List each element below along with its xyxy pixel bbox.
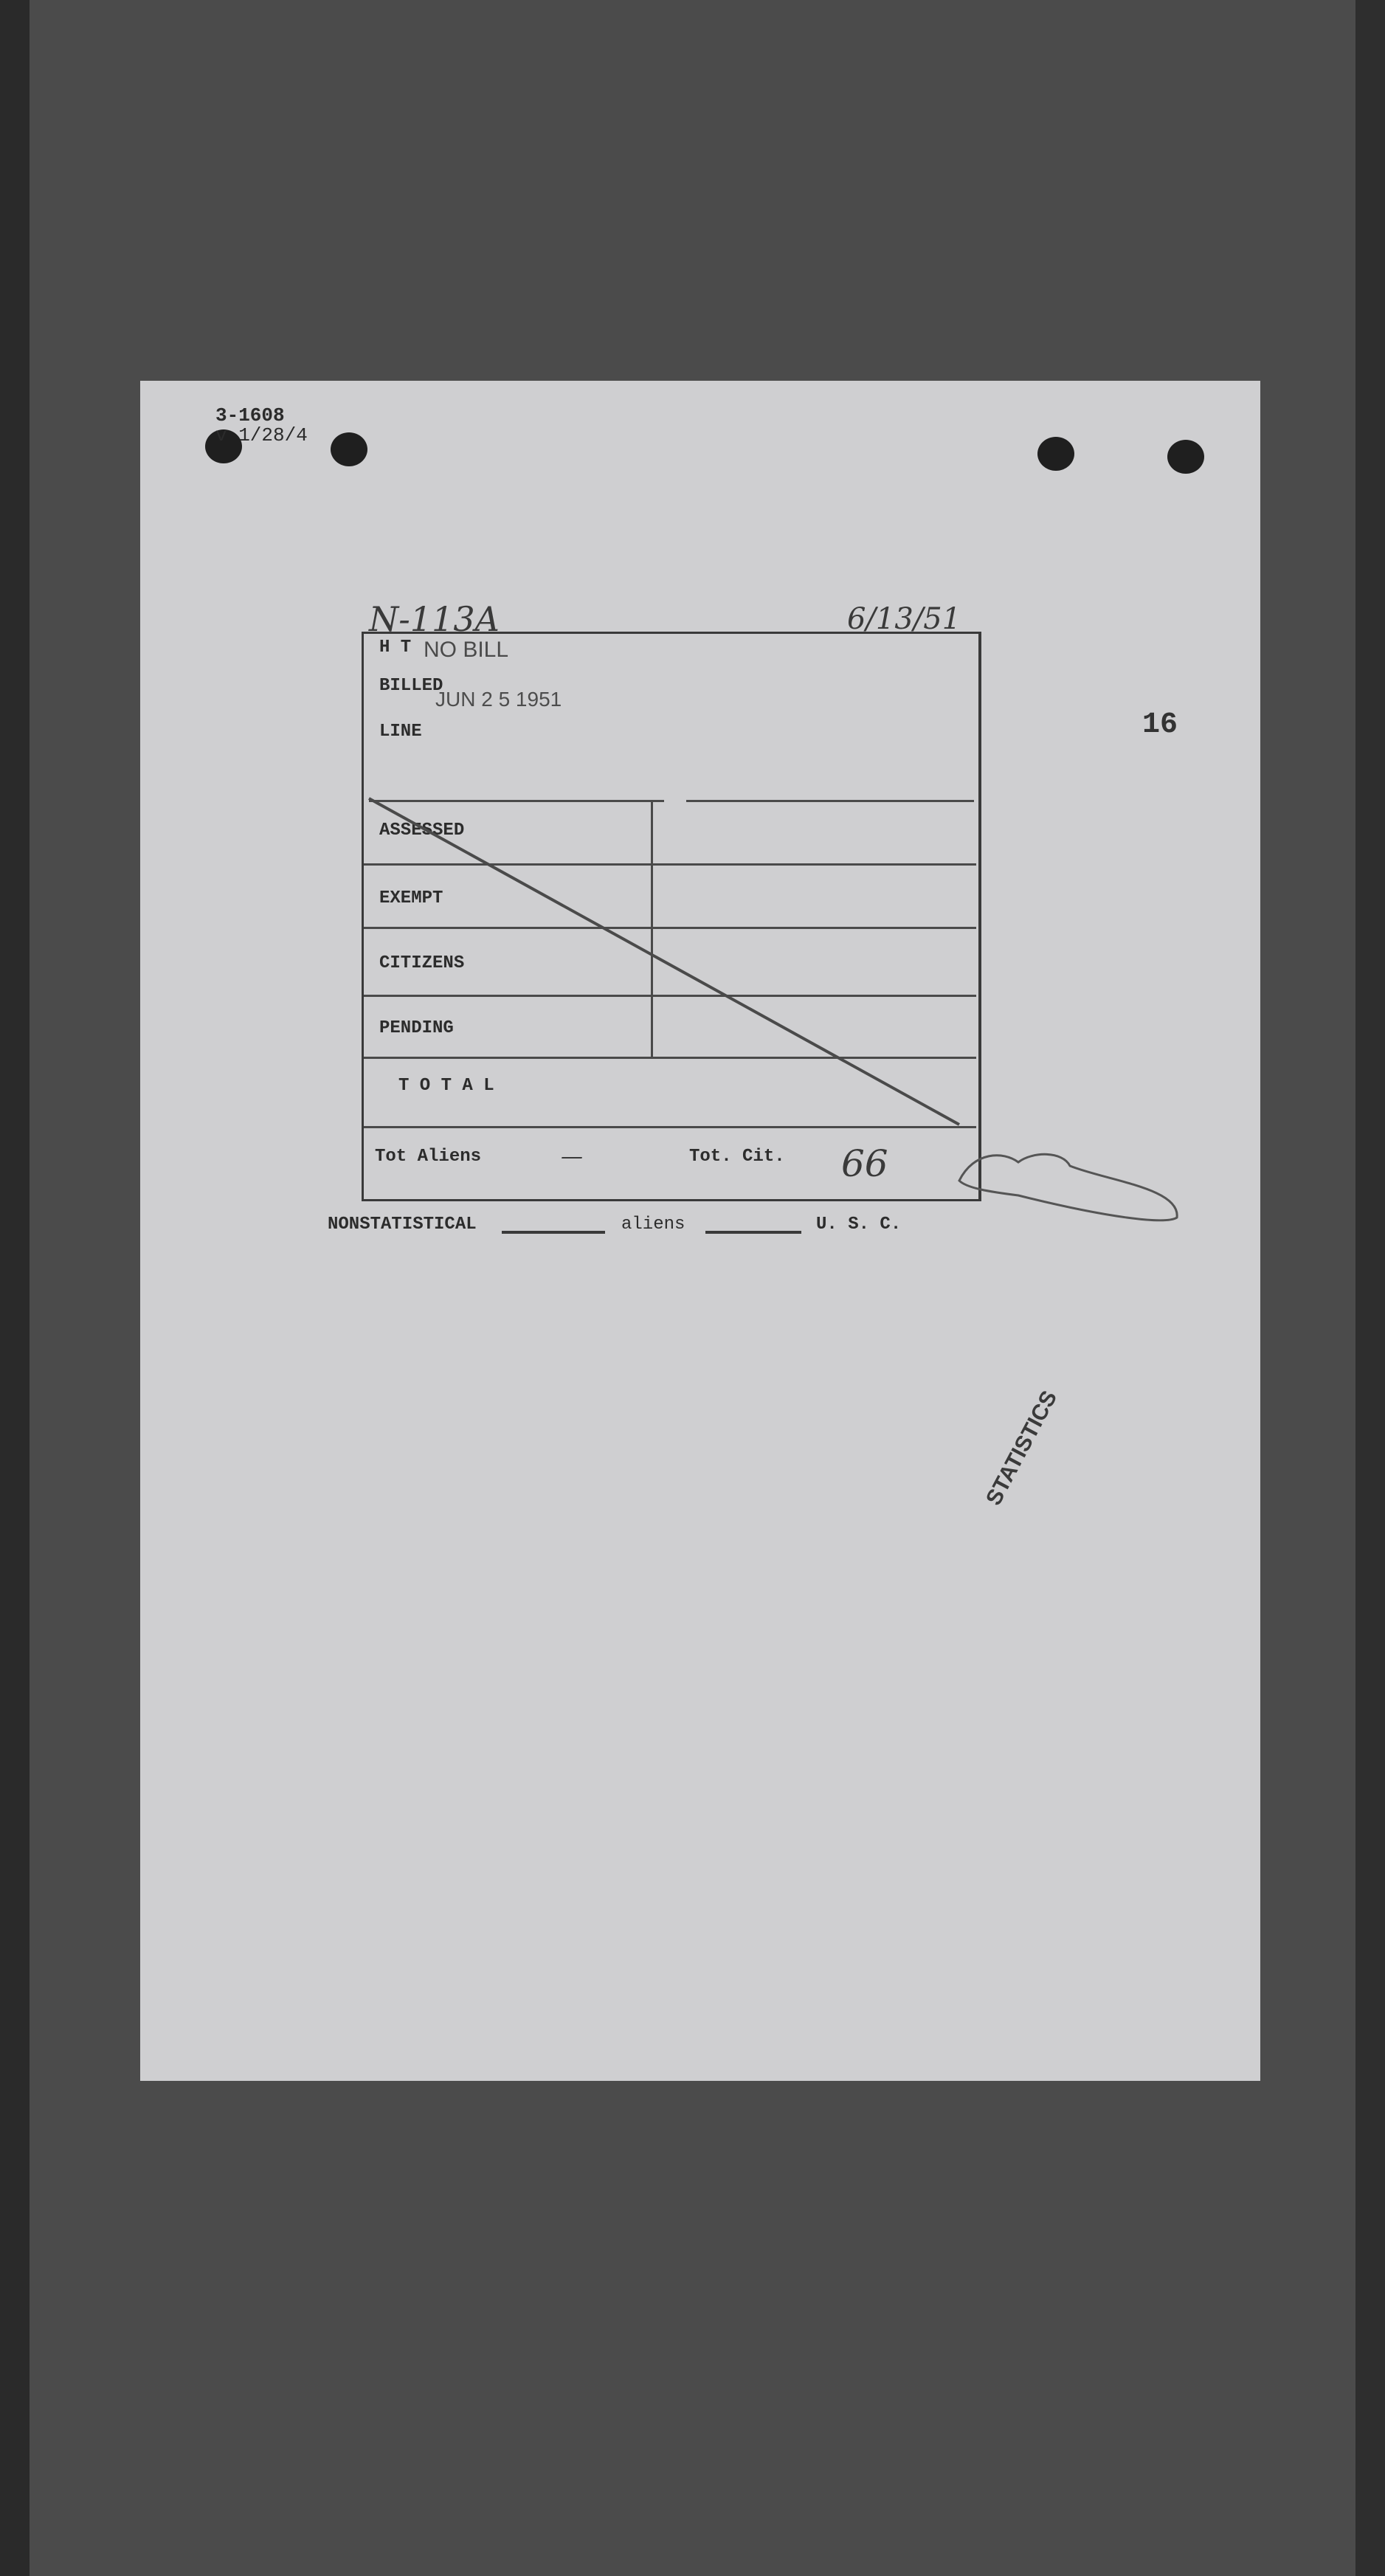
usc-label: U. S. C.: [816, 1215, 902, 1235]
ht-label: H T: [379, 638, 412, 657]
tot-cit-value: 66: [841, 1142, 888, 1185]
nonstatistical-label: NONSTATISTICAL: [328, 1215, 477, 1235]
assessed-label: ASSESSED: [379, 821, 465, 840]
handwritten-number: N-113A: [369, 599, 500, 639]
tot-aliens-value: —: [561, 1144, 583, 1170]
page-number: 16: [1142, 708, 1178, 742]
tot-cit-label: Tot. Cit.: [689, 1147, 785, 1167]
nonstat-usc-blank: [705, 1231, 801, 1234]
line-label: LINE: [379, 722, 422, 742]
citizens-label: CITIZENS: [379, 953, 465, 973]
pending-label: PENDING: [379, 1018, 454, 1038]
statistics-stamp: STATISTICS: [981, 1387, 1063, 1510]
billed-label: BILLED: [379, 676, 443, 696]
billed-date-stamp: JUN 2 5 1951: [435, 688, 562, 711]
nonstat-aliens-blank: [502, 1231, 605, 1234]
diagonal-cancel-line: [369, 798, 959, 1125]
total-label: T O T A L: [398, 1076, 494, 1096]
handwritten-date: 6/13/51: [847, 602, 961, 636]
exempt-label: EXEMPT: [379, 888, 443, 908]
no-bill-stamp: NO BILL: [424, 638, 509, 662]
form-code: 3-1608: [215, 404, 285, 427]
initials-signature: [959, 1154, 1177, 1220]
form-revision: v 1/28/4: [215, 424, 308, 446]
aliens-label: aliens: [621, 1215, 685, 1235]
tot-aliens-label: Tot Aliens: [375, 1147, 482, 1167]
